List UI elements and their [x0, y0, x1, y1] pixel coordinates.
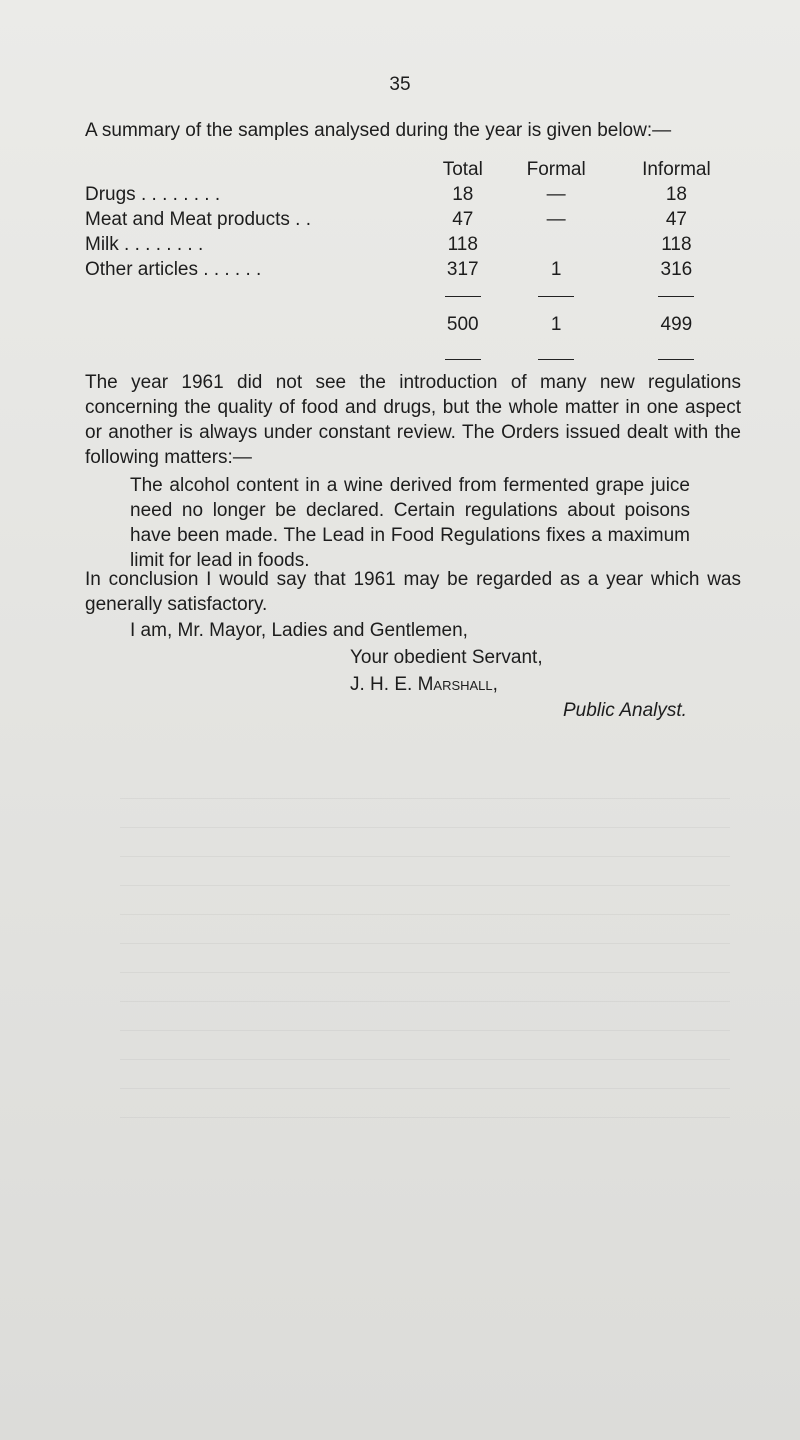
signature: J. H. E. Marshall,: [350, 674, 498, 695]
rule-line: [445, 296, 481, 297]
cell-informal: 316: [660, 259, 693, 280]
cell-informal: 47: [665, 209, 687, 230]
cell-formal: 1: [550, 259, 562, 280]
rule-line: [538, 296, 574, 297]
cell-total: 18: [452, 184, 474, 205]
cell-total: 317: [446, 259, 479, 280]
table-row: [85, 256, 741, 281]
rules-row: [85, 281, 741, 306]
signatory-title: Public Analyst.: [563, 700, 687, 721]
column-header-total: Total: [442, 159, 483, 180]
cell-informal: 18: [665, 184, 687, 205]
row-label: Meat and Meat products . .: [85, 209, 312, 230]
table-row: [85, 231, 741, 256]
rule-line: [658, 359, 694, 360]
paragraph-regulations: The year 1961 did not see the introduction of many new regulations concerning the quality of food and drugs, but the whole matter in one aspect or another is always under constant review. The Orders issued dealt with the following matters:—: [85, 372, 741, 468]
paragraph-conclusion: In conclusion I would say that 1961 may be regarded as a year which was generally satisfactory.: [85, 569, 741, 615]
rule-line: [445, 359, 481, 360]
cell-formal: —: [546, 184, 566, 205]
cell-formal: —: [546, 209, 566, 230]
table-header-row: [85, 156, 741, 181]
cell-total: 118: [447, 234, 478, 255]
column-header-formal: Formal: [526, 159, 586, 180]
row-label: Milk . . . . . . . .: [85, 234, 204, 255]
rule-line: [658, 296, 694, 297]
rules-row: [85, 344, 741, 369]
closing: Your obedient Servant,: [350, 647, 543, 668]
paragraph-orders: The alcohol content in a wine derived from fermented grape juice need no longer be declared. Certain regulations about poisons have been made. The Lead in Food Regulations fixes a maximum limit for lead in foods.: [130, 475, 690, 571]
column-header-informal: Informal: [642, 159, 711, 180]
formal-total: 1: [550, 314, 562, 335]
samples-summary-table: [85, 156, 741, 369]
cell-formal: [501, 231, 612, 256]
cell-total: 47: [452, 209, 474, 230]
grand-total: 500: [446, 314, 479, 335]
informal-total: 499: [660, 314, 693, 335]
salutation: I am, Mr. Mayor, Ladies and Gentlemen,: [130, 620, 468, 641]
summary-intro: A summary of the samples analysed during the year is given below:—: [85, 120, 672, 141]
cell-informal: 118: [661, 234, 692, 255]
page-number: 35: [389, 74, 411, 95]
table-row: [85, 206, 741, 231]
row-label: Other articles . . . . . .: [85, 259, 262, 280]
table-row: [85, 181, 741, 206]
row-label: Drugs . . . . . . . .: [85, 184, 221, 205]
show-through-text: [120, 770, 730, 1118]
totals-row: [85, 306, 741, 344]
rule-line: [538, 359, 574, 360]
